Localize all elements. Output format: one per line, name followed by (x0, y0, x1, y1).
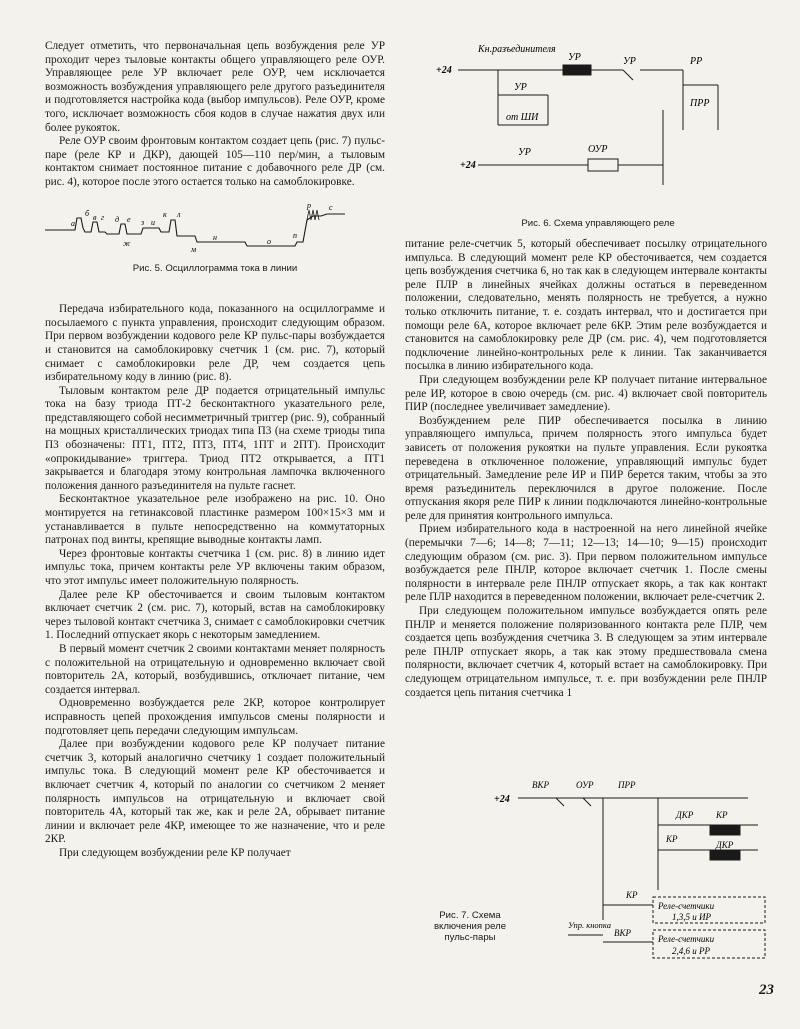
label: д (115, 214, 120, 224)
figure-6-caption: Рис. 6. Схема управляющего реле (521, 218, 675, 229)
label: ВКР (532, 780, 549, 790)
paragraph: Возбуждением реле ПИР обеспечивается посылка в линию управляющего импульса, причем полярность этого импульса будет зависеть от положения рукоятки на пульте управления. Если рукоятка переведена в отключенное положение, управляющий импульс будет отрицательный. Замедление реле ИР и ПИР берется таким, чтобы за это время разъединитель переключился в другое положение. После отпускания якоря реле ПИР к линии подключаются линейно-контрольные реле для принятия контрольного импульса. (405, 414, 767, 522)
label: р (307, 200, 311, 210)
figure-5-oscillogram (45, 198, 385, 256)
label: ДКР (676, 810, 694, 820)
label: ВКР (614, 928, 631, 938)
label: Реле-счетчики (658, 934, 715, 944)
paragraph: Прием избирательного кода в настроенной на него линейной ячейке (перемычки 7—6; 14—8; 7—11; 12—13; 14—10; 9—15) происходит следующим образом (см. рис. 3). При первом положительном импульсе возбуждается реле ПНЛР, которое включает счетчик 1. После смены полярности в интервале реле ПНЛР отпускает якорь, а так как контакт реле ПЛР находится в переведенном положении, включает реле-счетчик 2. (405, 523, 767, 604)
label: з (141, 217, 145, 227)
page-number: 23 (759, 982, 774, 998)
label: л (177, 209, 181, 219)
label: КР (716, 810, 728, 820)
figure-6-control-relay-diagram (418, 40, 778, 241)
label: ДКР (716, 840, 734, 850)
label: РР (690, 56, 703, 67)
pulse-pair-schematic (418, 770, 788, 980)
control-relay-schematic (418, 40, 778, 215)
label: о (267, 236, 271, 246)
paragraph: Далее реле КР обесточивается и своим тыловым контактом включает счетчик 2 (см. рис. 7), который, встав на самоблокировку через тыловой контакт счетчика 3, снимает с самоблокировки счетчик 1. Последний отпускает якорь с некоторым замедлением. (45, 588, 385, 642)
label: +24 (460, 160, 476, 171)
label: КР (626, 890, 638, 900)
label: и (151, 217, 155, 227)
label: УР (623, 56, 636, 67)
left-column (45, 40, 385, 860)
label: УР (514, 82, 527, 93)
right-column (405, 238, 767, 700)
label: УР (518, 147, 531, 158)
label: Реле-счетчики (658, 901, 715, 911)
label: н (213, 232, 217, 242)
label: б (85, 208, 90, 218)
label: п (293, 230, 297, 240)
label: а (71, 218, 75, 228)
paragraph: Следует отметить, что первоначальная цепь возбуждения реле УР проходит через тыловые контакты общего управляющего реле ОУР. Управляющее реле УР включает реле ОУР, чем исключается возможность возбуждения управляющего реле другого разъединителя и подготовляется настройка кода (выбор импульсов). Реле ОУР, кроме того, исключает возможность сбоя кодов в случае нажатия двух или более рукояток. (45, 40, 385, 134)
figure-7-pulse-pair-diagram (418, 770, 788, 980)
label: Упр. кнопка (568, 920, 611, 930)
label: ПРР (690, 98, 710, 109)
paragraph: Реле ОУР своим фронтовым контактом создает цепь (рис. 7) пульс-паре (реле КР и ДКР), дающей 105—110 пер/мин, а тыловым контактом снимает постоянное питание с добавочного реле ДР (см. рис. 4), которое после этого остается только на самоблокировке. (45, 135, 385, 188)
label: от ШИ (506, 112, 539, 123)
label: ж (123, 238, 131, 248)
oscillogram-drawing (45, 198, 385, 256)
paragraph: питание реле-счетчик 5, который обеспечивает посылку отрицательного импульса. В следующий момент реле КР обесточивается, чем создается цепь возбуждения счетчика 6, но так как в следующем интервале контакты реле ПЛР в линейных ячейках должны остаться в переведенном положении, следовательно, менять полярность не требуется, а нужно только отключить питание, т. е. создать интервал, что и достигается при помощи реле 6А, которое включает реле 6КР. Этим реле возбуждается и становится на самоблокировку реле ДР (см. рис. 4), чем подготовляется подключение линейно-контрольных реле к линии. Так заканчивается посылка в линию избирательного кода. (405, 238, 767, 373)
paragraph: Через фронтовые контакты счетчика 1 (см. рис. 8) в линию идет импульс тока, причем контакты реле УР включены таким образом, что этот импульс имеет положительную полярность. (45, 547, 385, 587)
label: г (101, 212, 105, 222)
label: к (163, 209, 167, 219)
paragraph: При следующем возбуждении реле КР получает питание интервальное реле ИР, которое в свою очередь (см. рис. 4) включает свой повторитель ПИР (последнее увеличивает замедление). (405, 373, 767, 414)
label: с (329, 202, 333, 212)
label: Кн.разъединителя (478, 44, 556, 55)
label: 1,3,5 и ИР (672, 912, 711, 922)
label: 2,4,6 и РР (672, 946, 710, 956)
label: УР (568, 52, 581, 63)
label: +24 (436, 65, 452, 76)
paragraph: Далее при возбуждении кодового реле КР получает питание счетчик 3, который аналогично счетчику 1 создает положительный импульс тока. В следующий момент реле КР обесточивается и включает счетчик 4, который по аналогии со счетчиком 2 меняет полярность импульсов на отрицательную и включает свой повторитель 4А, который так же, как и реле 2А, обрывает питание линии и включает реле 4КР, имеющее то же назначение, что и реле 2КР. (45, 738, 385, 846)
label: м (191, 244, 197, 254)
label: е (127, 214, 131, 224)
label: ОУР (588, 144, 608, 155)
figure-5-caption: Рис. 5. Осциллограмма тока в линии (132, 262, 298, 274)
paragraph: Тыловым контактом реле ДР подается отрицательный импульс тока на базу триода ПТ-2 бесконтактного указательного реле, представляющего собой несимметричный триггер (рис. 9), собранный на мощных кристаллических триодах типа П3 (на схеме триоды типа П3 обозначены: ПТ1, ПТ2, ПТ3, ПТ4, 1ПТ и 2ПТ). Происходит «опрокидывание» триггера. Триод ПТ2 открывается, а ПТ1 закрывается и благодаря этому контрольная лампочка включенного положения данного разъединителя на пульте гаснет. (45, 384, 385, 492)
paragraph: Бесконтактное указательное реле изображено на рис. 10. Оно монтируется на гетинаксовой пластинке размером 100×15×3 мм и устанавливается в пульте непосредственно на коммутаторных патронах под винты, крепящие выводные контакты ламп. (45, 493, 385, 547)
label: ОУР (576, 780, 594, 790)
paragraph: Передача избирательного кода, показанного на осциллограмме и посылаемого с пункта управления, происходит следующим образом. При первом возбуждении кодового реле КР пульс-пары возбуждается и становится на самоблокировку счетчик 1 (см. рис. 7), который снимает с самоблокировки реле ДР, чем создается цепь избирательному коду в линию (рис. 8). (45, 303, 385, 384)
figure-7-caption: Рис. 7. Схема включения реле пульс-пары (433, 910, 507, 943)
label: +24 (494, 794, 510, 805)
paragraph: В первый момент счетчик 2 своими контактами меняет полярность с положительной на отрицательную и одновременно включает свой повторитель 2А, который, возбудившись, отключает питание, чем создается интервал. (45, 642, 385, 696)
paragraph: При следующем положительном импульсе возбуждается опять реле ПНЛР и меняется положение поляризованного контакта реле ПЛР, чем создается цепь возбуждения счетчика 3. В следующем за этим интервале реле ПНЛР отпускает якорь, а так как этому предшествовала смена полярности, включает счетчик 4, который встает на самоблокировку. При следующем отрицательном импульсе, т. е. при возбуждении реле ПНЛР создается цепь питания счетчика 1 (405, 605, 767, 699)
paragraph: Одновременно возбуждается реле 2КР, которое контролирует исправность цепей прохождения импульсов смены полярности и подготовляет цепь передачи следующим импульсам. (45, 697, 385, 737)
label: КР (666, 834, 678, 844)
label: ПРР (618, 780, 636, 790)
label: в (93, 212, 97, 222)
paragraph: При следующем возбуждении реле КР получает (59, 846, 291, 859)
